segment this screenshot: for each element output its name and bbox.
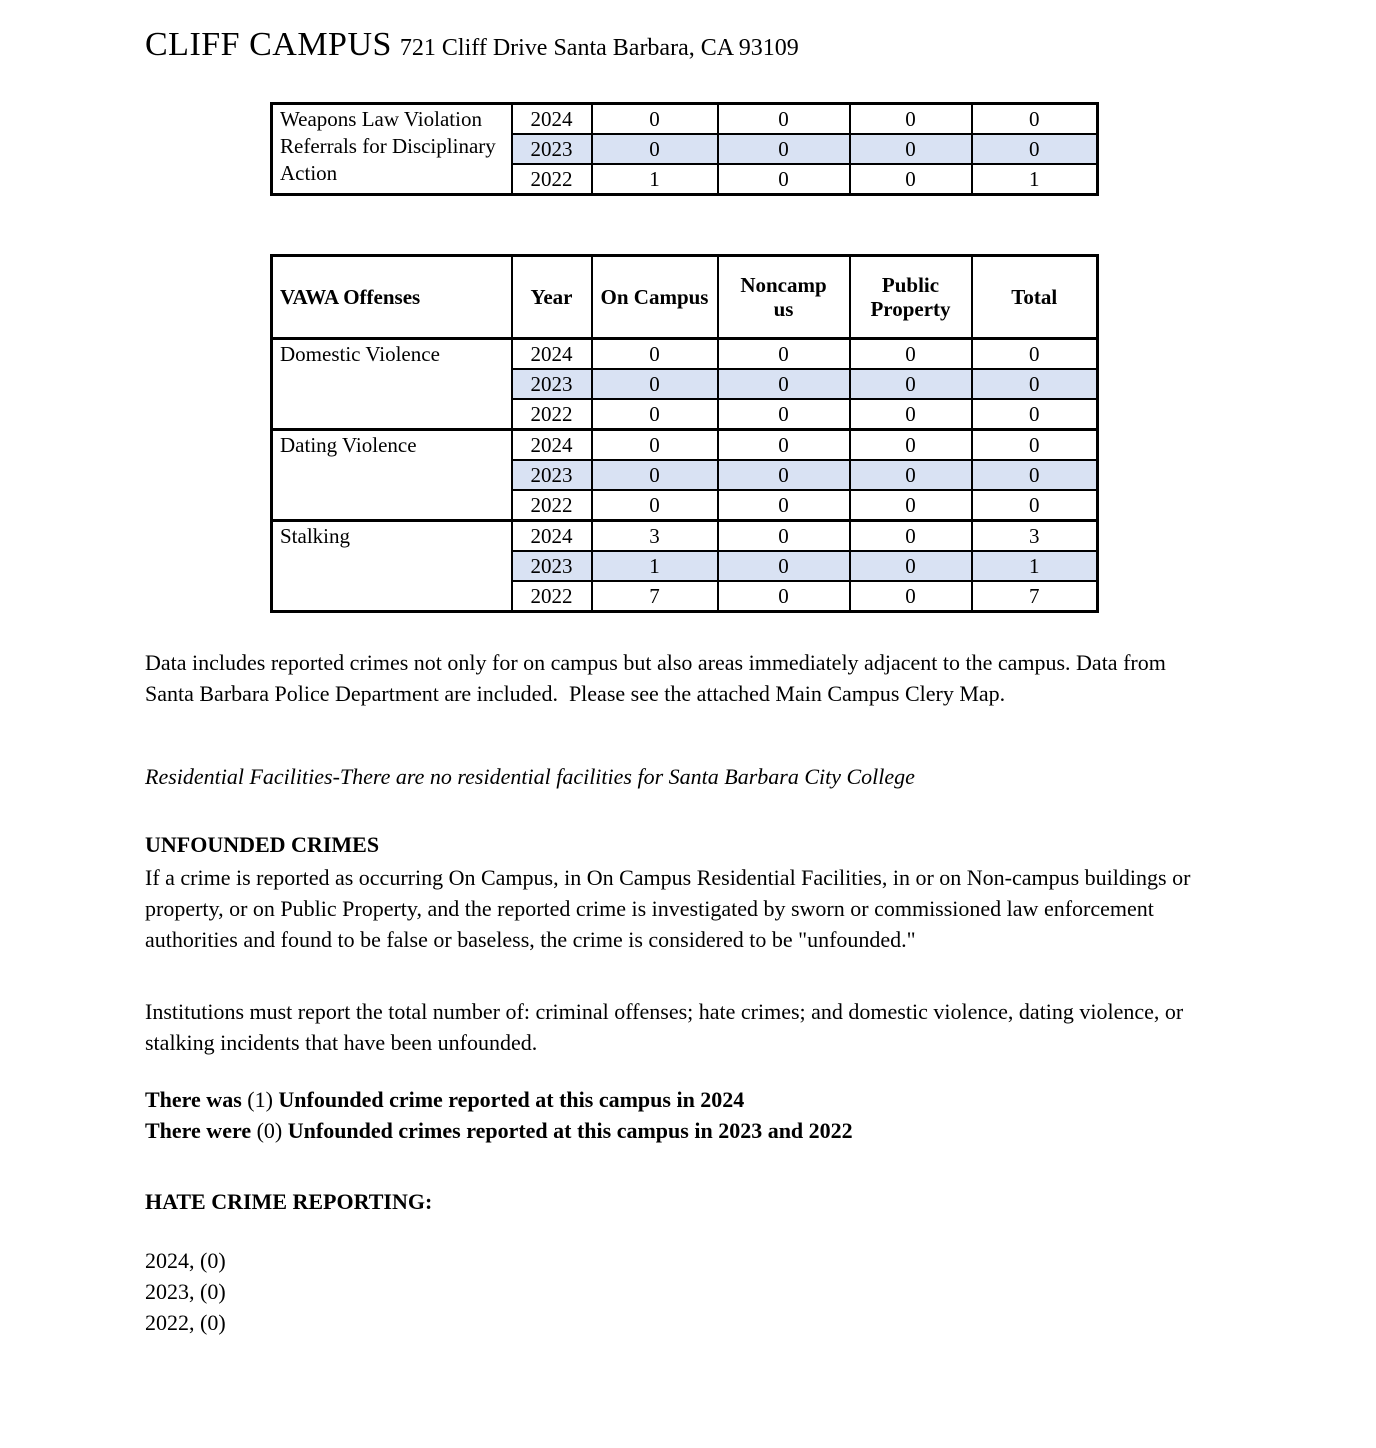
stat-text: Unfounded crime reported at this campus in 2024 — [278, 1087, 745, 1112]
vawa-header-total: Total — [972, 256, 1098, 339]
count-cell: 0 — [850, 134, 972, 164]
tables-section — [270, 102, 1376, 613]
count-cell: 0 — [592, 490, 718, 521]
count-cell: 0 — [850, 551, 972, 581]
count-cell: 1 — [592, 551, 718, 581]
hate-crime-year-2023: 2023, (0) — [145, 1279, 226, 1304]
count-cell: 0 — [592, 104, 718, 135]
data-note-paragraph: Data includes reported crimes not only for on campus but also areas immediately adjacent to the campus. Data from Santa Barbara Police Department are included. Please see the attached Main Campus Clery Map. — [145, 650, 1172, 706]
count-cell: 0 — [718, 551, 850, 581]
count-cell: 0 — [850, 339, 972, 370]
offense-label-cell: Domestic Violence — [272, 339, 512, 430]
year-cell: 2024 — [512, 521, 592, 552]
count-cell: 0 — [592, 134, 718, 164]
count-cell: 0 — [850, 104, 972, 135]
unfounded-stat-2023-2022 — [145, 1115, 1211, 1146]
campus-name: CLIFF CAMPUS — [145, 26, 392, 63]
count-cell: 0 — [850, 430, 972, 461]
count-cell: 0 — [972, 490, 1098, 521]
count-cell: 0 — [850, 490, 972, 521]
year-cell: 2022 — [512, 581, 592, 612]
count-cell: 0 — [718, 521, 850, 552]
count-cell: 0 — [850, 164, 972, 195]
count-cell: 0 — [718, 369, 850, 399]
hate-crime-heading: HATE CRIME REPORTING: — [145, 1189, 433, 1214]
count-cell: 1 — [972, 551, 1098, 581]
count-cell: 3 — [592, 521, 718, 552]
institutions-paragraph: Institutions must report the total number of: criminal offenses; hate crimes; and domestic violence, dating violence, or stalking incidents that have been unfounded. — [145, 999, 1184, 1055]
count-cell: 0 — [850, 460, 972, 490]
hate-crime-years — [145, 1245, 1211, 1338]
table-row — [272, 521, 1098, 552]
count-cell: 0 — [592, 399, 718, 430]
stat-count: (0) — [256, 1118, 283, 1143]
count-cell: 0 — [972, 134, 1098, 164]
unfounded-stats — [145, 1084, 1211, 1146]
offense-label-cell: Stalking — [272, 521, 512, 612]
vawa-table-header — [272, 256, 1098, 339]
count-cell: 0 — [718, 134, 850, 164]
year-cell: 2023 — [512, 460, 592, 490]
residential-facilities-note: Residential Facilities-There are no residential facilities for Santa Barbara City College — [145, 764, 915, 789]
count-cell: 0 — [592, 369, 718, 399]
hate-crime-year-2022: 2022, (0) — [145, 1310, 226, 1335]
count-cell: 0 — [972, 369, 1098, 399]
count-cell: 7 — [972, 581, 1098, 612]
count-cell: 0 — [718, 460, 850, 490]
count-cell: 0 — [850, 369, 972, 399]
count-cell: 0 — [592, 430, 718, 461]
unfounded-crimes-paragraph: If a crime is reported as occurring On Campus, in On Campus Residential Facilities, in or on Non-campus buildings or property, or on Public Property, and the reported crime is investigated by sworn or commissioned law enforcement authorities and found to be false or baseless, the crime is considered to be "unfounded." — [145, 865, 1191, 952]
vawa-header-on-campus: On Campus — [592, 256, 718, 339]
count-cell: 1 — [972, 164, 1098, 195]
count-cell: 0 — [718, 339, 850, 370]
count-cell: 0 — [972, 430, 1098, 461]
table-row — [272, 430, 1098, 461]
count-cell: 0 — [718, 104, 850, 135]
body-text-section — [145, 647, 1211, 1338]
count-cell: 3 — [972, 521, 1098, 552]
year-cell: 2024 — [512, 430, 592, 461]
count-cell: 0 — [718, 490, 850, 521]
weapons-table-body — [272, 104, 1098, 195]
weapons-law-table — [270, 102, 1099, 196]
table-row — [272, 339, 1098, 370]
stat-text: Unfounded crimes reported at this campus in 2023 and 2022 — [287, 1118, 853, 1143]
vawa-header-noncampus: Noncampus — [718, 256, 850, 339]
year-cell: 2023 — [512, 369, 592, 399]
vawa-header-public-property: Public Property — [850, 256, 972, 339]
vawa-header-offense: VAWA Offenses — [272, 256, 512, 339]
count-cell: 7 — [592, 581, 718, 612]
year-cell: 2024 — [512, 104, 592, 135]
year-cell: 2022 — [512, 490, 592, 521]
count-cell: 0 — [718, 581, 850, 612]
vawa-offenses-table — [270, 254, 1099, 613]
year-cell: 2023 — [512, 551, 592, 581]
stat-count: (1) — [247, 1087, 273, 1112]
count-cell: 0 — [718, 164, 850, 195]
count-cell: 0 — [972, 399, 1098, 430]
count-cell: 0 — [718, 430, 850, 461]
unfounded-crimes-heading: UNFOUNDED CRIMES — [145, 832, 380, 857]
stat-prefix: There were — [145, 1118, 252, 1143]
hate-crime-year-2024: 2024, (0) — [145, 1248, 226, 1273]
count-cell: 1 — [592, 164, 718, 195]
year-cell: 2023 — [512, 134, 592, 164]
unfounded-stat-2024 — [145, 1084, 1211, 1115]
year-cell: 2024 — [512, 339, 592, 370]
vawa-header-row — [272, 256, 1098, 339]
count-cell: 0 — [850, 399, 972, 430]
table-row — [272, 104, 1098, 135]
offense-label-cell: Dating Violence — [272, 430, 512, 521]
count-cell: 0 — [592, 339, 718, 370]
page-title — [145, 24, 1376, 68]
count-cell: 0 — [718, 399, 850, 430]
stat-prefix: There was — [145, 1087, 242, 1112]
count-cell: 0 — [972, 339, 1098, 370]
count-cell: 0 — [850, 581, 972, 612]
offense-label-cell: Weapons Law Violation Referrals for Disciplinary Action — [272, 104, 512, 195]
count-cell: 0 — [592, 460, 718, 490]
campus-address: 721 Cliff Drive Santa Barbara, CA 93109 — [399, 35, 799, 61]
vawa-header-year: Year — [512, 256, 592, 339]
vawa-table-body — [272, 339, 1098, 612]
count-cell: 0 — [972, 460, 1098, 490]
year-cell: 2022 — [512, 399, 592, 430]
count-cell: 0 — [972, 104, 1098, 135]
count-cell: 0 — [850, 521, 972, 552]
year-cell: 2022 — [512, 164, 592, 195]
